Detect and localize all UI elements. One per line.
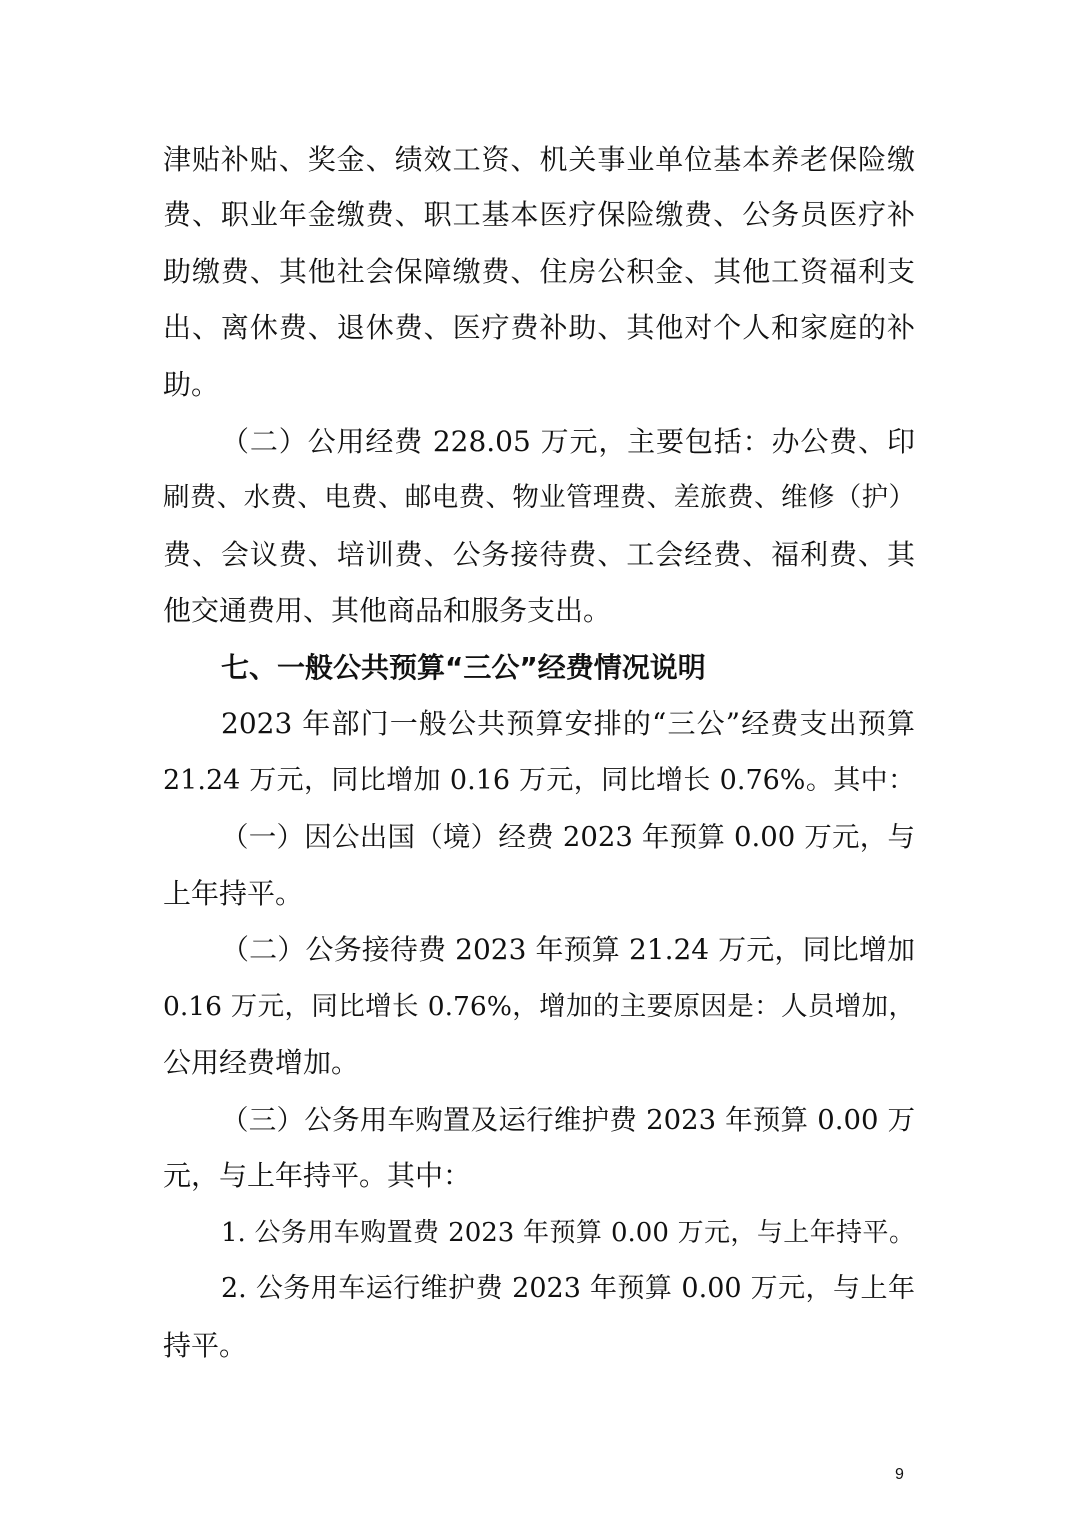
paragraph-line: 2023 年部门一般公共预算安排的“三公”经费支出预算 — [221, 707, 915, 740]
paragraph-line: 21.24 万元，同比增加 0.16 万元，同比增长 0.76%。其中： — [163, 765, 915, 796]
paragraph-line: 公用经费增加。 — [163, 1046, 360, 1079]
paragraph-line: 持平。 — [163, 1329, 248, 1362]
paragraph-line: （二）公务接待费 2023 年预算 21.24 万元，同比增加 — [221, 933, 915, 966]
paragraph-line: 费、职业年金缴费、职工基本医疗保险缴费、公务员医疗补 — [163, 198, 915, 231]
paragraph-line: 助缴费、其他社会保障缴费、住房公积金、其他工资福利支 — [163, 255, 915, 288]
paragraph-line: （二）公用经费 228.05 万元，主要包括：办公费、印 — [221, 425, 915, 458]
paragraph-line: 2. 公务用车运行维护费 2023 年预算 0.00 万元，与上年 — [221, 1273, 915, 1304]
paragraph-line: 助。 — [163, 368, 220, 401]
paragraph-line: 出、离休费、退休费、医疗费补助、其他对个人和家庭的补 — [163, 311, 915, 344]
paragraph-line: 0.16 万元，同比增长 0.76%，增加的主要原因是：人员增加， — [163, 991, 915, 1022]
paragraph-line: （三）公务用车购置及运行维护费 2023 年预算 0.00 万 — [221, 1104, 915, 1136]
page-number: 9 — [895, 1466, 904, 1483]
paragraph-line: 费、会议费、培训费、公务接待费、工会经费、福利费、其 — [163, 538, 915, 571]
paragraph-line: 刷费、水费、电费、邮电费、物业管理费、差旅费、维修（护） — [163, 482, 915, 513]
paragraph-line: 元，与上年持平。其中： — [163, 1159, 472, 1192]
section-heading: 七、一般公共预算“三公”经费情况说明 — [221, 651, 706, 684]
paragraph-line: 他交通费用、其他商品和服务支出。 — [163, 594, 612, 627]
paragraph-line: （一）因公出国（境）经费 2023 年预算 0.00 万元，与 — [221, 821, 915, 853]
paragraph-line: 上年持平。 — [163, 877, 304, 910]
paragraph-line: 津贴补贴、奖金、绩效工资、机关事业单位基本养老保险缴 — [163, 143, 915, 176]
paragraph-line: 1. 公务用车购置费 2023 年预算 0.00 万元，与上年持平。 — [221, 1218, 915, 1248]
